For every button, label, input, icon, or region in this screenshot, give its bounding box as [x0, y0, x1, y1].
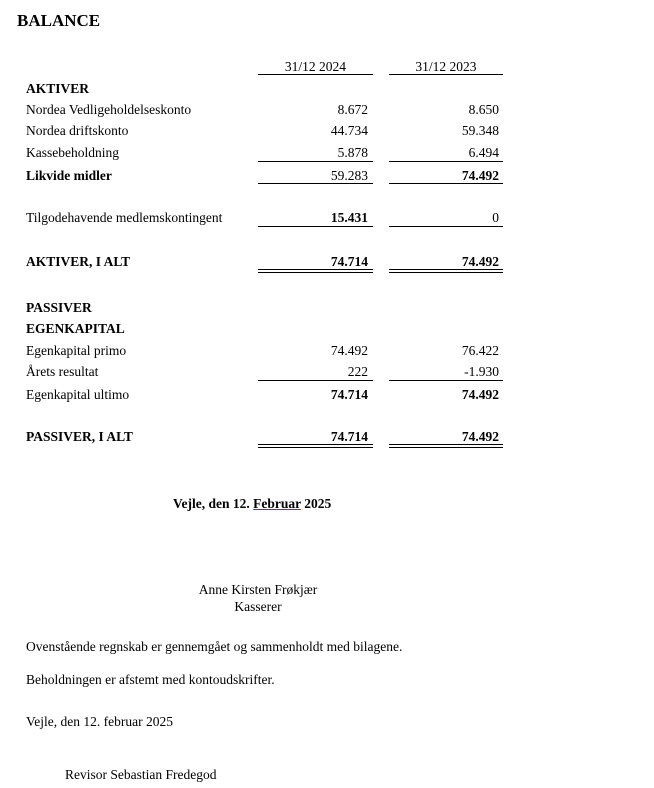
row-value-current: 222 — [347, 364, 368, 379]
row-value-current: 8.672 — [337, 102, 368, 117]
subtotal-line-current — [258, 380, 373, 381]
signing-date-prefix: Vejle, den 12. — [173, 496, 250, 511]
row-value-current: 74.492 — [330, 343, 368, 358]
aktiver-total-prior: 74.492 — [461, 254, 499, 269]
subtotal-line-prior — [389, 161, 503, 162]
subtotal-underline-prior — [389, 183, 503, 184]
row-value-current: 5.878 — [337, 145, 368, 160]
tilgodehavende-prior: 0 — [492, 210, 499, 225]
header-underline-current — [258, 74, 373, 75]
audit-balance-statement: Beholdningen er afstemt med kontoudskrifter. — [26, 672, 275, 687]
row-label: Kassebeholdning — [26, 145, 119, 160]
tilgodehavende-underline-prior — [389, 226, 503, 227]
auditor-name: Revisor Sebastian Fredegod — [65, 767, 217, 782]
signer-role: Kasserer — [234, 599, 282, 614]
egenkapital-ultimo-label: Egenkapital ultimo — [26, 387, 130, 402]
row-value-prior: 8.650 — [468, 102, 499, 117]
column-header-prior: 31/12 2023 — [415, 59, 477, 74]
passiver-total-label: PASSIVER, I ALT — [26, 429, 133, 444]
tilgodehavende-label: Tilgodehavende medlemskontingent — [26, 210, 223, 225]
egenkapital-ultimo-prior: 74.492 — [461, 387, 499, 402]
subtotal-line-current — [258, 161, 373, 162]
row-label: Nordea Vedligeholdelseskonto — [26, 102, 192, 117]
document-title: BALANCE — [17, 11, 101, 30]
row-value-current: 44.734 — [330, 123, 368, 138]
total-double-line-current — [258, 269, 373, 273]
audit-date: Vejle, den 12. februar 2025 — [26, 714, 173, 729]
passiver-total-prior: 74.492 — [461, 429, 499, 444]
likvide-midler-label: Likvide midler — [26, 168, 112, 183]
row-value-prior: 6.494 — [468, 145, 499, 160]
tilgodehavende-underline-current — [258, 226, 373, 227]
total-double-line-current — [258, 444, 373, 448]
row-label: Årets resultat — [26, 364, 99, 379]
row-label: Nordea driftskonto — [26, 123, 129, 138]
likvide-midler-prior: 74.492 — [461, 168, 499, 183]
total-double-line-prior — [389, 444, 503, 448]
total-double-line-prior — [389, 269, 503, 273]
subtotal-line-prior — [389, 380, 503, 381]
row-value-prior: -1.930 — [464, 364, 499, 379]
section-heading-passiver: PASSIVER — [26, 300, 92, 315]
tilgodehavende-current: 15.431 — [330, 210, 368, 225]
signer-name: Anne Kirsten Frøkjær — [198, 582, 318, 597]
egenkapital-ultimo-current: 74.714 — [330, 387, 368, 402]
column-header-current: 31/12 2024 — [284, 59, 347, 74]
signing-date-year: 2025 — [304, 496, 332, 511]
header-underline-prior — [389, 74, 503, 75]
signing-date — [173, 496, 331, 512]
aktiver-total-current: 74.714 — [330, 254, 368, 269]
row-value-prior: 76.422 — [461, 343, 499, 358]
section-heading-aktiver: AKTIVER — [26, 81, 90, 96]
section-subheading-egenkapital: EGENKAPITAL — [26, 321, 125, 336]
row-label: Egenkapital primo — [26, 343, 127, 358]
subtotal-underline-current — [258, 183, 373, 184]
likvide-midler-current: 59.283 — [330, 168, 368, 183]
signing-date-month: Februar — [253, 496, 301, 511]
row-value-prior: 59.348 — [461, 123, 499, 138]
passiver-total-current: 74.714 — [330, 429, 368, 444]
aktiver-total-label: AKTIVER, I ALT — [26, 254, 131, 269]
audit-statement: Ovenstående regnskab er gennemgået og sammenholdt med bilagene. — [26, 639, 403, 654]
